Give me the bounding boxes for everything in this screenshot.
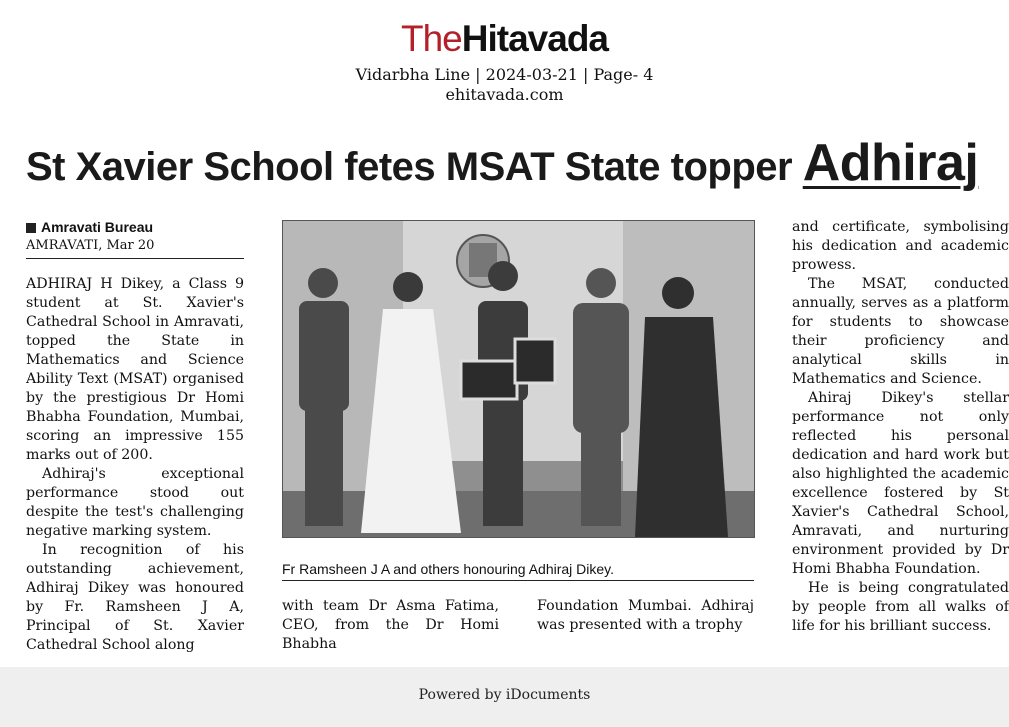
article-paragraph: He is being congratulated by people from all walks of life for his brilliant success. xyxy=(792,580,1009,634)
logo-the: The xyxy=(401,18,462,59)
article-paragraph: In recognition of his outstanding achievement, Adhiraj Dikey was honoured by Fr. Ramsheen J A, Principal of St. Xavier Cathedral School along xyxy=(26,542,244,653)
logo-hitavada: Hitavada xyxy=(461,18,608,59)
powered-by-text[interactable]: Powered by iDocuments xyxy=(418,687,591,703)
headline-emphasis: Adhiraj xyxy=(802,134,979,192)
article-paragraph: with team Dr Asma Fatima, CEO, from the Dr Homi Bhabha xyxy=(282,598,499,652)
article-column-3 xyxy=(537,597,754,635)
masthead xyxy=(0,18,1009,105)
bureau-name: Amravati Bureau xyxy=(41,219,154,235)
website-link[interactable]: ehitavada.com xyxy=(445,85,564,104)
article-column-4 xyxy=(792,218,1009,636)
article-paragraph: The MSAT, conducted annually, serves as a platform for students to showcase their proficiency and analytical skills in Mathematics and Science. xyxy=(792,276,1009,387)
article-column-1 xyxy=(26,275,244,655)
edition-line: Vidarbha Line | 2024-03-21 | Page- 4 xyxy=(355,65,654,84)
article-photo xyxy=(282,220,755,538)
headline-main: St Xavier School fetes MSAT State topper xyxy=(26,145,803,189)
article-paragraph: Adhiraj's exceptional performance stood out despite the test's challenging negative marking system. xyxy=(26,466,244,539)
dateline: AMRAVATI, Mar 20 xyxy=(26,238,155,253)
article-paragraph: Ahiraj Dikey's stellar performance not only reflected his personal dedication and hard work but also highlighted the academic excellence fostered by St Xavier's Cathedral School, Amravati, and nurturing environment provided by Dr Homi Bhabha Foundation. xyxy=(792,390,1009,577)
article-headline xyxy=(26,132,996,198)
article-paragraph: Foundation Mumbai. Adhiraj was presented with a trophy xyxy=(537,598,754,633)
article-paragraph: ADHIRAJ H Dikey, a Class 9 student at St. Xavier's Cathedral School in Amravati, topped the State in Mathematics and Science Ability Text (MSAT) organised by the prestigious Dr Homi Bhabha Foundation, Mumbai, scoring an impressive 155 marks out of 200. xyxy=(26,276,244,463)
square-bullet-icon xyxy=(26,223,36,233)
byline xyxy=(26,218,244,259)
footer-bar xyxy=(0,667,1009,727)
bureau-line xyxy=(26,218,244,236)
photo-caption: Fr Ramsheen J A and others honouring Adhiraj Dikey. xyxy=(282,558,754,581)
article-column-2 xyxy=(282,597,499,654)
article-paragraph: and certificate, symbolising his dedication and academic prowess. xyxy=(792,219,1009,273)
newspaper-logo[interactable] xyxy=(0,18,1009,60)
